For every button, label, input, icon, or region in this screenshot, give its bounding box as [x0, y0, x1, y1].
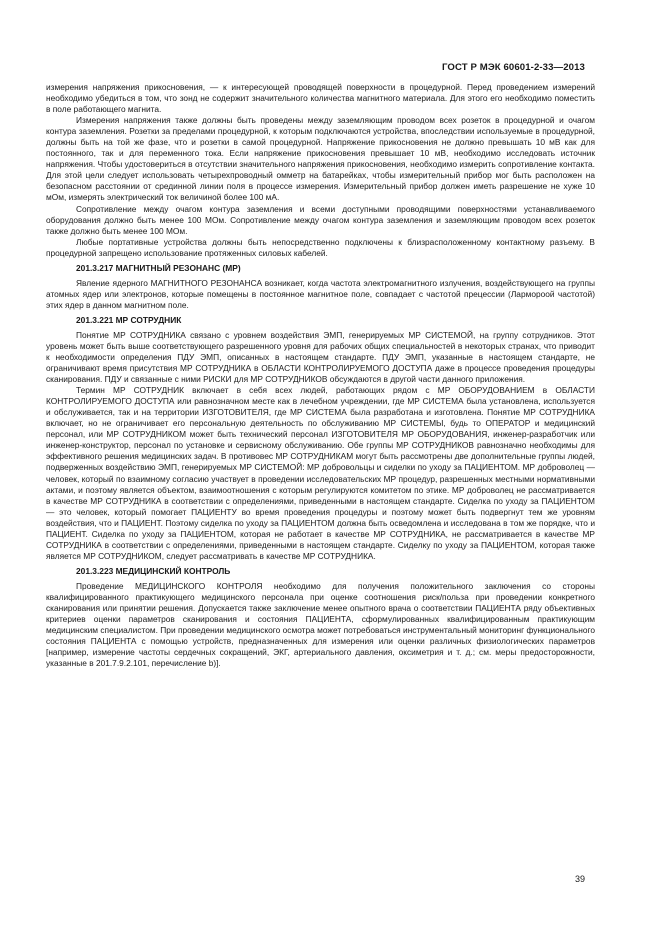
section-paragraph: Явление ядерного МАГНИТНОГО РЕЗОНАНСА возникает, когда частота электромагнитного излучения, воздействующего на группы атомных ядер или электронов, которые помещены в постоянное магнитное поле, совпадает с частотой прецессии (Лармороой частотой) этих ядер в данном магнитном поле.	[46, 277, 595, 310]
page-number: 39	[574, 874, 585, 884]
section-paragraph: Понятие МР СОТРУДНИКА связано с уровнем воздействия ЭМП, генерируемых МР СИСТЕМОЙ, на группу сотрудников. Этот уровень может быть выше соответствующего разрешенного уровня для рабочих общих специальностей в некоторых странах, что приводит к необходимости определения ПДУ ЭМП, описанных в настоящем стандарте. ПДУ ЭМП, указанные в настоящем стандарте, не ограничивают время присутствия МР СОТРУДНИКА в ОБЛАСТИ КОНТРОЛИРУЕМОГО ДОСТУПА даже в процессе проведения процедуры сканирования. ПДУ и связанные с ними РИСКИ для МР СОТРУДНИКОВ обсуждаются в другой части данного приложения.	[46, 329, 595, 385]
section-paragraph: Термин МР СОТРУДНИК включает в себя всех людей, работающих рядом с МР ОБОРУДОВАНИЕМ в ОБЛАСТИ КОНТРОЛИРУЕМОГО ДОСТУПА или равнозначном месте как в лечебном учреждении, где МР СИСТЕМА была установлена, используется и обслуживается, так и на территории ИЗГОТОВИТЕЛЯ, где МР СИСТЕМА была разработана и изготовлена. Понятие МР СОТРУДНИКА включает, но не ограничивает его персональную деятельность по обслуживанию МР СИСТЕМЫ, будь то ОПЕРАТОР и медицинский персонал, или МР СОТРУДНИКОМ может быть технический персонал ИЗГОТОВИТЕЛЯ МР ОБОРУДОВАНИЯ, инженер-разработчик или инженер-конструктор, персонал по установке и сервисному обслуживанию. Обе группы МР СОТРУДНИКОВ равнозначно необходимы для эффективного решения медицинских задач. В противовес МР СОТРУДНИКАМ могут быть рассмотрены две дополнительные группы людей, подверженных воздействию ЭМП, генерируемых МР СИСТЕМОЙ: МР добровольцы и сиделки по уходу за ПАЦИЕНТОМ. МР доброволец — человек, который по взаимному согласию участвует в проведении исследовательских МР процедур, разрешенных местными нормативными актами, и поэтому является объектом, взаимоотношения с которым регулируются комитетом по этике. МР доброволец не рассматривается в качестве МР СОТРУДНИКА в соответствии с определениями, приведенными в настоящем стандарте. Сиделка по уходу за ПАЦИЕНТОМ — это человек, который помогает ПАЦИЕНТУ во время проведения процедуры и поэтому может быть подвергнут тем же уровням воздействия, что и ПАЦИЕНТ. Поэтому сиделка по уходу за ПАЦИЕНТОМ должна быть осведомлена и исследована в том же порядке, что и ПАЦИЕНТ. Сиделка по уходу за ПАЦИЕНТОМ, которая не работает в качестве МР СОТРУДНИКА, не рассматривается в качестве МР СОТРУДНИКА в соответствии с определениями, приведенными в настоящем стандарте. Сиделку по уходу за ПАЦИЕНТОМ, которая также является МР СОТРУДНИКОМ, следует рассматривать в качестве МР СОТРУДНИКА.	[46, 385, 595, 561]
intro-paragraph: Сопротивление между очагом контура заземления и всеми доступными проводящими поверхностями устанавливаемого оборудования должно быть менее 100 МОм. Сопротивление между очагом контура заземления и заземляющим проводом всех розеток также должно быть менее 100 МОм.	[46, 203, 595, 236]
intro-paragraph: измерения напряжения прикосновения, — к интересующей проводящей поверхности в процедурной. Перед проведением измерений необходимо убедиться в том, что зонд не содержит значительного количества магнитного материала. Для этого его необходимо поместить в поле работающего магнита.	[46, 82, 595, 115]
section-heading: 201.3.221 МР СОТРУДНИК	[76, 314, 182, 325]
document-header: ГОСТ Р МЭК 60601-2-33—2013	[441, 62, 585, 73]
section-heading: 201.3.217 МАГНИТНЫЙ РЕЗОНАНС (МР)	[76, 262, 241, 273]
section-heading: 201.3.223 МЕДИЦИНСКИЙ КОНТРОЛЬ	[76, 565, 231, 576]
document-body	[46, 82, 595, 669]
intro-paragraph: Любые портативные устройства должны быть непосредственно подключены к близрасположенному контактному разъему. В процедурной запрещено использование протяженных силовых кабелей.	[46, 236, 595, 258]
intro-paragraph: Измерения напряжения также должны быть проведены между заземляющим проводом всех розеток в процедурной и очагом контура заземления. Розетки за пределами процедурной, к которым подключаются устройства, впоследствии используемые в процедурной, должны быть на той же фазе, что и розетки в самой процедурной. Напряжение прикосновения не должно превышать 10 мВ как для постоянного, так и для переменного тока. Если напряжение прикосновения превышает 10 мВ, необходимо исследовать источник напряжения. Чтобы удостовериться в отсутствии значительного напряжения прикосновения, необходимо измерить сопротивление контакта. Для этой цели следует использовать четырехпроводный омметр на батарейках, чтобы измерительный прибор мог быть расположен на безопасном расстоянии от срединной линии поля в процессе измерения. Измерительный прибор должен иметь разрешение не хуже 10 мОм, измерять электрический ток величиной более 100 мА.	[46, 115, 595, 203]
section-paragraph: Проведение МЕДИЦИНСКОГО КОНТРОЛЯ необходимо для получения положительного заключения со стороны квалифицированного практикующего медицинского персонала при оценке соотношения риск/польза при проведении конкретного сканирования или принятии решения. Допускается также заключение менее опытного врача о соответствии ПАЦИЕНТА ряду объективных критериев оценки параметров сканирования и состояния ПАЦИЕНТА, сформулированных квалифицированным практикующим медицинским специалистом. При проведении медицинского осмотра может потребоваться инструментальный мониторинг функционального состояния ПАЦИЕНТА с помощью устройств, предназначенных для измерения или оценки различных физиологических параметров [например, измерение частоты сердечных сокращений, ЭКГ, артериального давления, оксиметрия и т. д.; см. меры предосторожности, указанные в 201.7.9.2.101, перечисление b)].	[46, 580, 595, 669]
